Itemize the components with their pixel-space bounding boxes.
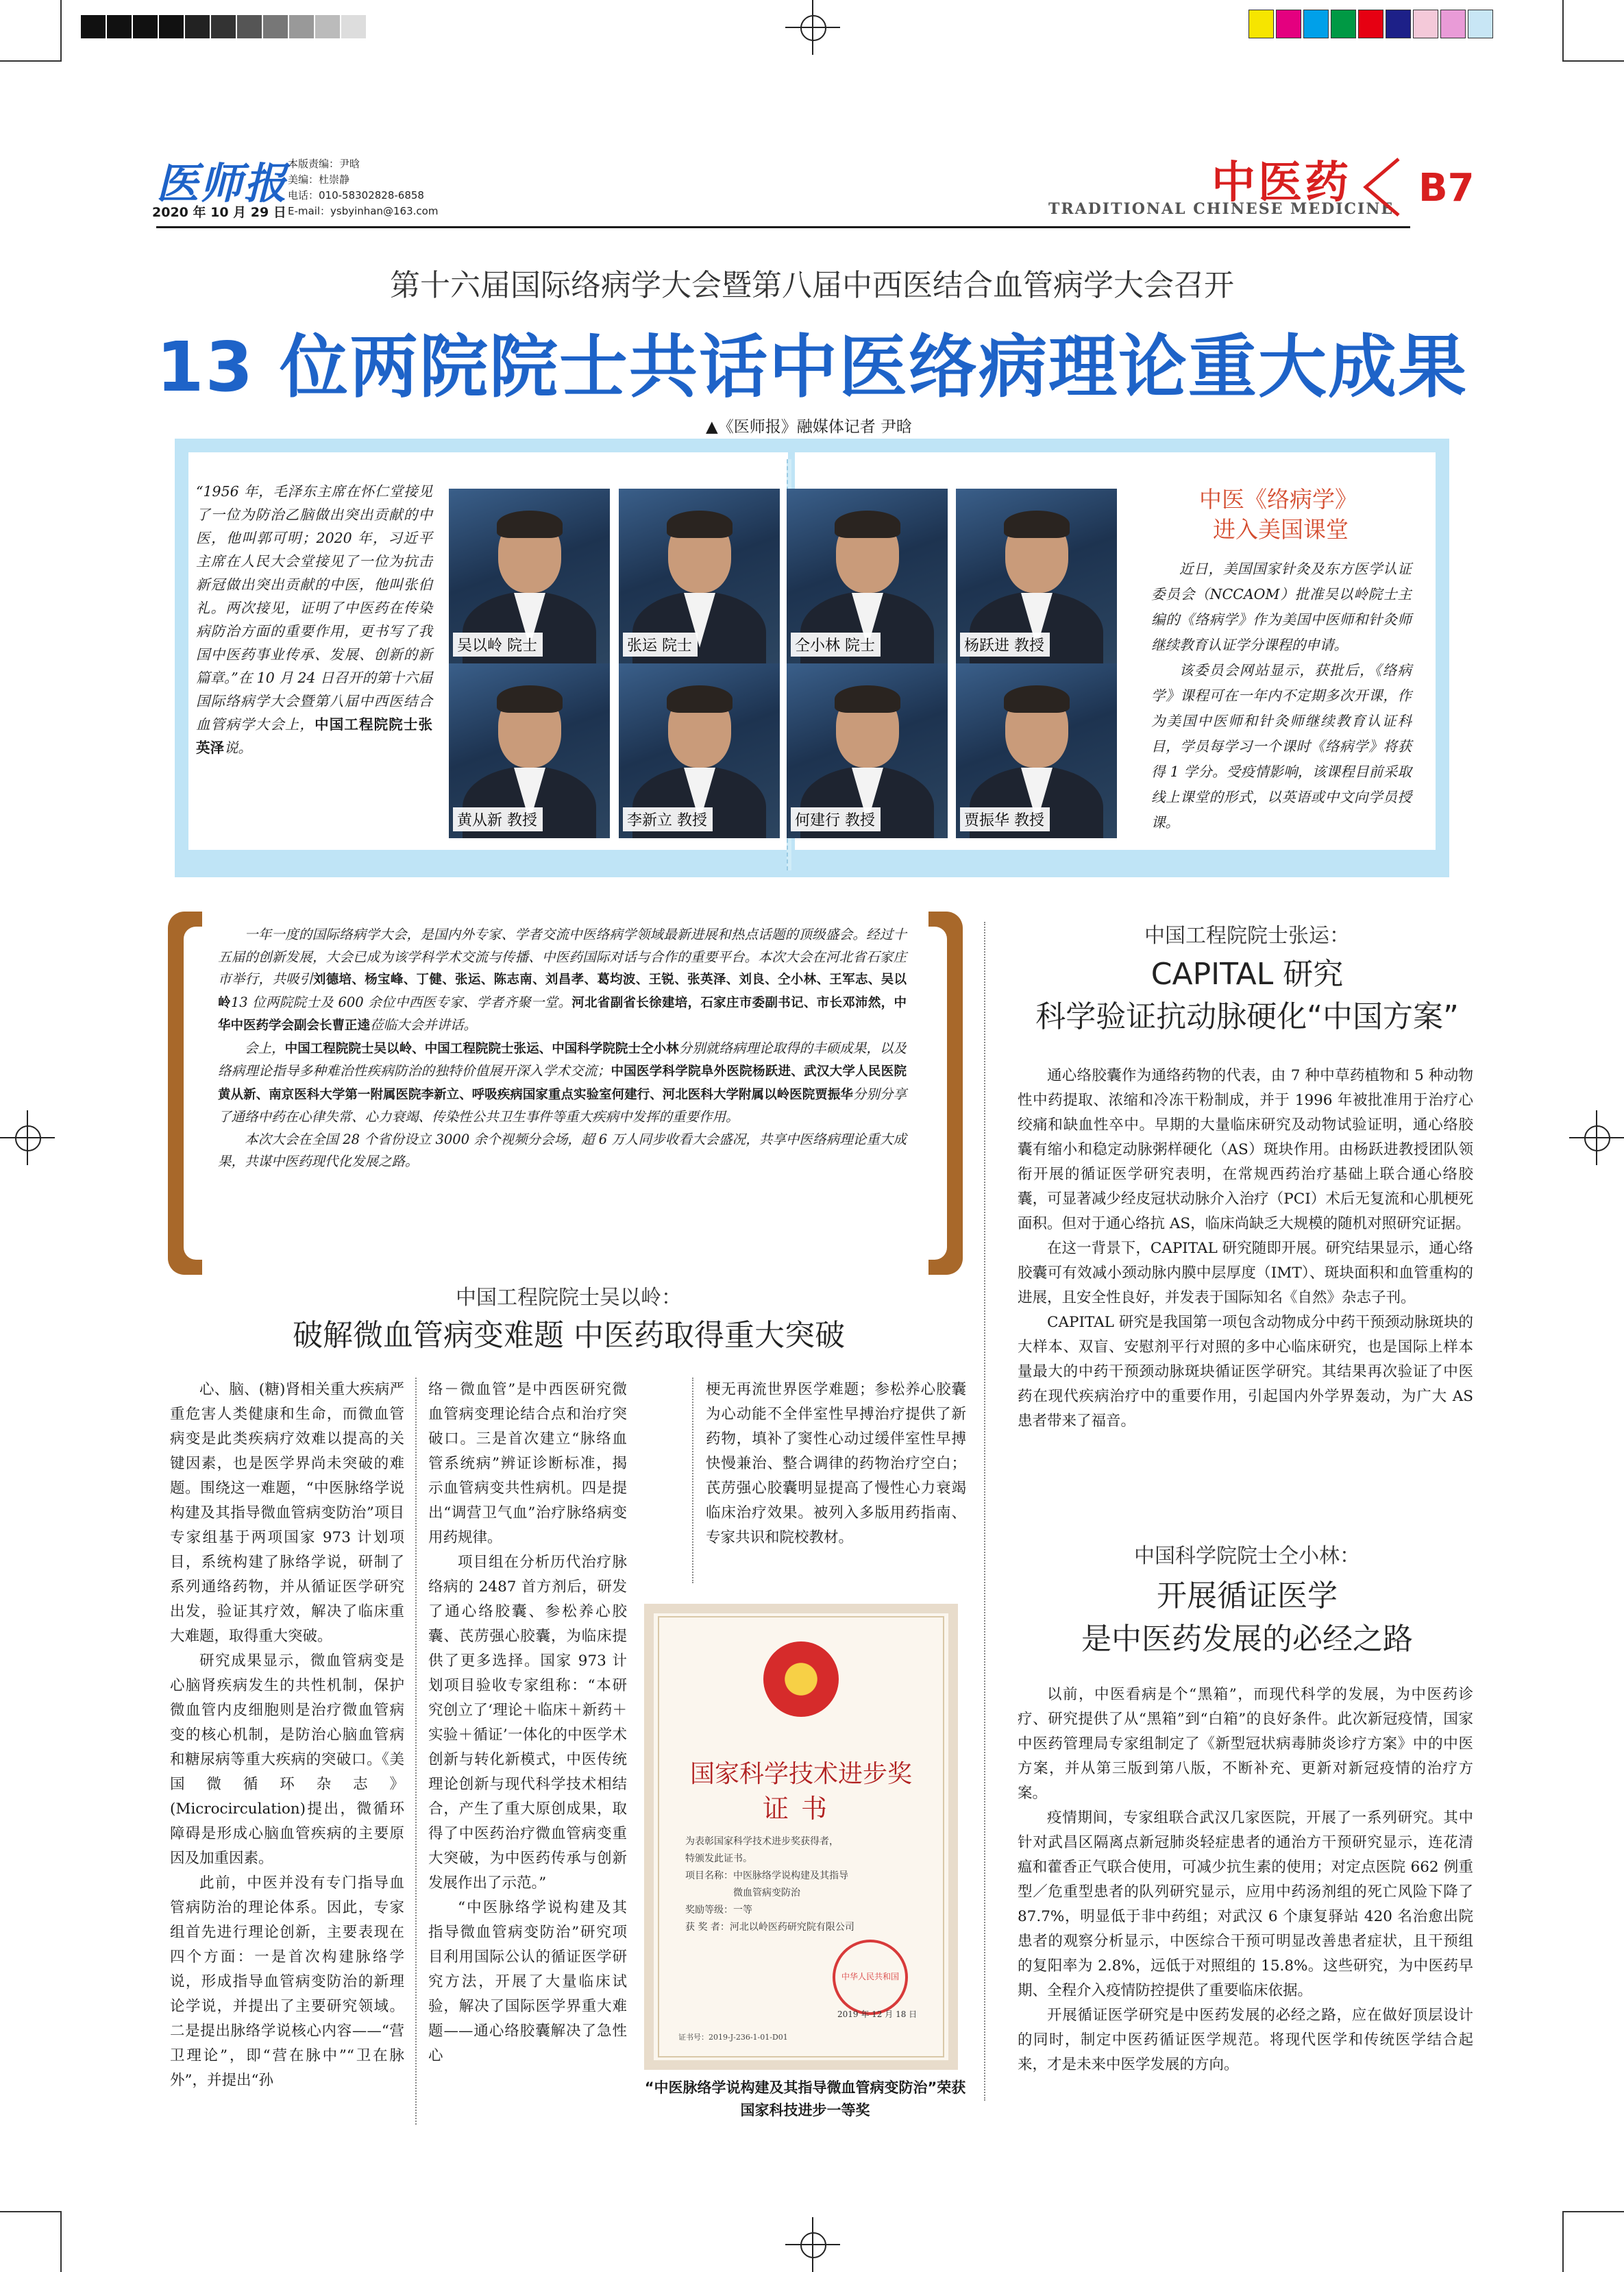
paragraph: 梗无再流世界医学难题；参松养心胶囊为心动能不全伴室性早搏治疗提供了新药物，填补了窦性心动过缓伴室性早搏快慢兼治、整合调律的药物治疗空白；芪苈强心胶囊明显提高了慢性心力衰竭临床治疗效果。被列入多版用药指南、专家共识和院校教材。 bbox=[706, 1381, 966, 1546]
wu-column-2 bbox=[428, 1378, 627, 2068]
photo-tong-xiaolin bbox=[787, 489, 948, 663]
zhang-article bbox=[1018, 1064, 1473, 1434]
bold-names: 中国工程院院士吴以岭、中国工程院院士张运、中国科学院院士仝小林 bbox=[284, 1041, 679, 1056]
byline: ▲《医师报》融媒体记者 尹晗 bbox=[706, 418, 912, 436]
section-title-tong: 开展循证医学 bbox=[1157, 1578, 1338, 1613]
section-title-zhang-line2: 科学验证抗动脉硬化“中国方案” bbox=[1035, 999, 1459, 1034]
photo-zhang-yun bbox=[619, 489, 780, 663]
paragraph: 项目组在分析历代治疗脉络病的 2487 首方剂后，研发了通心络胶囊、参松养心胶囊、芪苈强心胶囊，为临床提供了更多选择。国家 973 计划项目验收专家组称：“本研究创立了‘理论＋临床＋新药＋实验＋循证’一体化的中医学术创新与转化新模式，中医传统理论创新与现代科学技术相结合，产生了重大原创成果，取得了中医药治疗微血管病变重大突破，为中医药传承与创新发展作出了示范。” bbox=[428, 1554, 627, 1892]
print-density-strip bbox=[81, 15, 367, 38]
designer-line: 美编：杜崇静 bbox=[288, 173, 350, 186]
quote-speaker: 中国工程院院士张英泽 bbox=[196, 716, 433, 756]
paragraph: 此前，中医并没有专门指导血管病防治的理论体系。因此，专家组首先进行理论创新，主要表现在四个方面：一是首次构建脉络学说，形成指导血管病变防治的新理论学说，并提出了主要研究领域。二是提出脉络学说核心内容——“营卫理论”，即“营在脉中”“卫在脉外”，并提出“孙 bbox=[170, 1874, 404, 2089]
intro-paragraph bbox=[218, 924, 907, 1038]
bold-names: 刘德培、杨宝峰、丁健、张运、陈志南、刘昌孝、葛均波、王锐、张英泽、刘良、仝小林、王军志、吴以岭 bbox=[218, 973, 907, 1010]
paragraph: 该委员会网站显示，获批后，《络病学》课程可在一年内不定期多次开课，作为美国中医师和针灸师继续教育认证科目，学员每学习一个课时《络病学》将获得 1 学分。受疫情影响，该课程目前采取线上课堂的形式，以英语或中文向学员授课。 bbox=[1151, 662, 1412, 831]
wu-column-3 bbox=[706, 1378, 966, 1550]
section-title-tong-line2: 是中医药发展的必经之路 bbox=[1081, 1622, 1413, 1657]
paragraph: 研究成果显示，微血管病变是心脑肾疾病发生的共性机制，保护微血管内皮细胞则是治疗微血管病变的核心机制，是防治心脑血管病和糖尿病等重大疾病的突破口。《美国微循环杂志》(Microcirculation)提出，微循环障碍是形成心脑血管疾病的主要原因及加重因素。 bbox=[170, 1652, 404, 1867]
bracket-right-inner bbox=[926, 927, 947, 1260]
text: 一年一度的国际络病学大会，是国内外专家、学者交流中医络病学领域最新进展和热点话题的顶级盛会。经过十五届的创新发展，大会已成为该学科学术交流与传播、中医药国际对话与合作的重要平台。本次大会在河北省石家庄市举行，共吸引 bbox=[218, 927, 907, 987]
photo-yang-yuejin bbox=[956, 489, 1117, 663]
section-title-wu: 破解微血管病变难题 中医药取得重大突破 bbox=[293, 1318, 845, 1353]
photo-caption: 黄从新 教授 bbox=[453, 807, 543, 831]
paragraph: 络－微血管”是中西医研究微血管病变理论结合点和治疗突破口。三是首次建立“脉络血管系统病”辨证诊断标准，揭示血管病变共性病机。四是提出“调营卫气血”治疗脉络病变用药规律。 bbox=[428, 1381, 627, 1546]
paragraph: “中医脉络学说构建及其指导微血管病变防治”研究项目利用国际公认的循证医学研究方法，开展了大量临床试验，解决了国际医学界重大难题——通心络胶囊解决了急性心 bbox=[428, 1899, 627, 2064]
sidebar-title: 中医《络病学》 bbox=[1199, 486, 1357, 513]
paragraph: 以前，中医看病是个“黑箱”，而现代科学的发展，为中医药诊疗、研究提供了从“黑箱”到“白箱”的良好条件。此次新冠疫情，国家中医药管理局专家组制定了《新型冠状病毒肺炎诊疗方案》中的中医方案，并从第三版到第八版，不断补充、更新对新冠疫情的治疗方案。 bbox=[1018, 1686, 1474, 1802]
photo-caption: 杨跃进 教授 bbox=[960, 633, 1050, 657]
registration-mark-left bbox=[0, 1110, 55, 1165]
article-headline: 13 位两院院士共话中医络病理论重大成果 bbox=[156, 327, 1468, 407]
column-divider bbox=[415, 1378, 418, 2125]
trim-mark bbox=[1562, 0, 1564, 62]
print-color-bar bbox=[1248, 10, 1495, 38]
certificate-line: 为表彰国家科学技术进步奖获得者， bbox=[685, 1836, 839, 1847]
registration-mark-right bbox=[1569, 1110, 1624, 1165]
section-kicker-tong: 中国科学院院士仝小林： bbox=[1134, 1544, 1360, 1568]
photo-caption: 贾振华 教授 bbox=[960, 807, 1050, 831]
text: 分别分享了通络中药在心律失常、心力衰竭、传染性公共卫生事件等重大疾病中发挥的重要作用。 bbox=[218, 1086, 907, 1125]
paragraph: 近日，美国国家针灸及东方医学认证委员会（NCCAOM）批准吴以岭院士主编的《络病学》作为美国中医师和针灸师继续教育认证学分课程的申请。 bbox=[1151, 561, 1412, 653]
photo-caption: 仝小林 院士 bbox=[791, 633, 881, 657]
trim-mark bbox=[0, 2211, 62, 2212]
column-divider bbox=[692, 1378, 695, 1583]
bold-names: 河北省副省长徐建培，石家庄市委副书记、市长邓沛然，中华中医药学会副会长曹正逵 bbox=[218, 995, 907, 1033]
text: 13 位两院院士及 600 余位中西医专家、学者齐聚一堂。 bbox=[230, 994, 572, 1010]
registration-mark-top bbox=[785, 0, 840, 55]
photo-caption: 李新立 教授 bbox=[623, 807, 713, 831]
photo-he-jianxing bbox=[787, 663, 948, 838]
column-divider bbox=[984, 922, 987, 2101]
opening-quote bbox=[196, 480, 432, 759]
trim-mark bbox=[1562, 2211, 1564, 2272]
bold-names: 中国医学科学院阜外医院杨跃进、武汉大学人民医院黄从新、南京医科大学第一附属医院李新立、呼吸疾病国家重点实验室何建行、河北医科大学附属以岭医院贾振华 bbox=[218, 1064, 907, 1102]
official-seal: 中华人民共和国 bbox=[833, 1940, 908, 2015]
certificate-line: 获 奖 者：河北以岭医药研究院有限公司 bbox=[685, 1922, 854, 1933]
section-title-zhang: CAPITAL 研究 bbox=[1151, 957, 1344, 992]
email-line: E-mail：ysbyinhan@163.com bbox=[288, 205, 439, 217]
page-number: B7 bbox=[1418, 166, 1475, 210]
paragraph: 心、脑、(糖)肾相关重大疾病严重危害人类健康和生命，而微血管病变是此类疾病疗效难以提高的关键因素，也是医学界尚未突破的难题。围绕这一难题，“中医脉络学说构建及其指导微血管病变防治”项目专家组基于两项国家 973 计划项目，系统构建了脉络学说，研制了系列通络药物，并从循证医学研究出发，验证其疗效，解决了临床重大难题，取得重大突破。 bbox=[170, 1381, 404, 1645]
certificate-line: 微血管病变防治 bbox=[733, 1888, 800, 1898]
quote-end: 说。 bbox=[224, 740, 252, 756]
bracket-left-inner bbox=[184, 927, 204, 1260]
article-subtitle: 第十六届国际络病学大会暨第八届中西医结合血管病学大会召开 bbox=[390, 268, 1234, 303]
certificate-heading: 证书 bbox=[762, 1794, 839, 1824]
photo-huang-congxin bbox=[449, 663, 610, 838]
sidebar-article bbox=[1151, 557, 1412, 835]
sidebar-title-line2: 进入美国课堂 bbox=[1213, 516, 1349, 543]
photo-jia-zhenhua bbox=[956, 663, 1117, 838]
photo-wu-yiling bbox=[449, 489, 610, 663]
text: 会上， bbox=[245, 1040, 285, 1056]
paragraph: 在这一背景下，CAPITAL 研究随即开展。研究结果显示，通心络胶囊可有效减小颈动脉内膜中层厚度（IMT）、斑块面积和血管重构的进展，且安全性良好，并发表于国际知名《自然》杂志子刊。 bbox=[1018, 1240, 1473, 1306]
trim-mark bbox=[1562, 2211, 1624, 2212]
photo-caption: 张运 院士 bbox=[623, 633, 698, 657]
trim-mark bbox=[60, 2211, 62, 2272]
header-divider bbox=[156, 226, 1410, 228]
certificate-line: 奖励等级：一等 bbox=[685, 1905, 752, 1916]
trim-mark bbox=[60, 0, 62, 62]
photo-caption: 何建行 教授 bbox=[791, 807, 881, 831]
phone-line: 电话：010-58302828-6858 bbox=[288, 189, 424, 201]
photo-caption: 吴以岭 院士 bbox=[453, 633, 543, 657]
paragraph: 疫情期间，专家组联合武汉几家医院，开展了一系列研究。其中针对武昌区隔离点新冠肺炎轻症患者的通治方干预研究显示，连花清瘟和藿香正气联合使用，可减少抗生素的使用；对定点医院 662 例重型／危重型患者的队列研究显示，应用中药汤剂组的死亡风险下降了 87.7%，明显低于非中药组；对武汉 6 个康复驿站 420 名治愈出院患者的观察分析显示，中医综合干预可明显改善患者症状，且干预组的复阳率为 2.8%，远低于对照组的 15.8%。这些研究，为中医药早期、全程介入疫情防控提供了重要临床依据。 bbox=[1018, 1809, 1473, 1999]
certificate-body bbox=[685, 1833, 922, 1936]
publication-date: 2020 年 10 月 29 日 bbox=[152, 205, 286, 220]
text: 分别就络病理论取得的丰硕成果，以及络病理论指导多种难治性疾病防治的独特价值展开深入学术交流； bbox=[218, 1040, 907, 1079]
national-emblem-icon bbox=[763, 1641, 839, 1717]
trim-mark bbox=[0, 60, 62, 62]
certificate-number: 证书号：2019-J-236-1-01-D01 bbox=[678, 2033, 788, 2042]
text: 莅临大会并讲话。 bbox=[370, 1017, 478, 1033]
trim-mark bbox=[1562, 60, 1624, 62]
paragraph: 通心络胶囊作为通络药物的代表，由 7 种中草药植物和 5 种动物性中药提取、浓缩和冷冻干粉制成，并于 1996 年被批准用于治疗心绞痛和缺血性卒中。早期的大量临床研究及动物试验证明，通心络胶囊有缩小和稳定动脉粥样硬化（AS）斑块作用。由杨跃进教授团队领衔开展的循证医学研究表明，在常规西药治疗基础上联合通心络胶囊，可显著减少经皮冠状动脉介入治疗（PCI）术后无复流和心肌梗死面积。但对于通心络抗 AS，临床尚缺乏大规模的随机对照研究证据。 bbox=[1018, 1067, 1473, 1232]
certificate-caption: “中医脉络学说构建及其指导微血管病变防治”荣获国家科技进步一等奖 bbox=[644, 2079, 966, 2118]
certificate-title: 国家科学技术进步奖 bbox=[689, 1760, 912, 1788]
wu-column-1 bbox=[170, 1378, 404, 2093]
section-title: 中医药 bbox=[1211, 157, 1351, 208]
registration-mark-bottom bbox=[785, 2217, 840, 2272]
quote-text: “1956 年，毛泽东主席在怀仁堂接见了一位为防治乙脑做出突出贡献的中医，他叫郭可明；2020 年，习近平主席在人民大会堂接见了一位为抗击新冠做出突出贡献的中医，他叫张伯礼。两次接见，证明了中医药在传染病防治方面的重要作用，更书写了我国中医药事业传承、发展、创新的新篇章。”在 10 月 24 日召开的第十六届国际络病学大会暨第八届中西医结合血管病学大会上， bbox=[196, 483, 432, 733]
certificate-date: 2019 年 12 月 18 日 bbox=[837, 2010, 918, 2019]
intro-paragraph: 本次大会在全国 28 个省份设立 3000 余个视频分会场，超 6 万人同步收看大会盛况，共享中医络病理论重大成果，共谋中医药现代化发展之路。 bbox=[218, 1131, 907, 1169]
editor-line: 本版责编：尹晗 bbox=[288, 158, 360, 170]
section-kicker-zhang: 中国工程院院士张运： bbox=[1144, 924, 1350, 948]
section-subtitle-en: TRADITIONAL CHINESE MEDICINE bbox=[1048, 200, 1394, 218]
intro-paragraph bbox=[218, 1038, 907, 1129]
chevron-left-icon bbox=[1360, 156, 1404, 218]
intro-summary bbox=[218, 924, 907, 1173]
newspaper-logo: 医师报 bbox=[156, 158, 288, 208]
section-kicker-wu: 中国工程院院士吴以岭： bbox=[456, 1286, 682, 1310]
tong-article bbox=[1018, 1683, 1473, 2077]
editor-info bbox=[288, 156, 438, 219]
paragraph: CAPITAL 研究是我国第一项包含动物成分中药干预颈动脉斑块的大样本、双盲、安慰剂平行对照的多中心临床研究，也是国际上样本量最大的中药干预颈动脉斑块循证医学研究。其结果再次验证了中医药在现代疾病治疗中的重要作用，引起国内外学界轰动，为广大 AS 患者带来了福音。 bbox=[1018, 1314, 1473, 1430]
certificate-line: 项目名称：中医脉络学说构建及其指导 bbox=[685, 1870, 848, 1881]
paragraph: 开展循证医学研究是中医药发展的必经之路，应在做好顶层设计的同时，制定中医药循证医学规范。将现代医学和传统医学结合起来，才是未来中医学发展的方向。 bbox=[1018, 2007, 1473, 2073]
photo-li-xinli bbox=[619, 663, 780, 838]
certificate-line: 特颁发此证书。 bbox=[685, 1853, 752, 1864]
